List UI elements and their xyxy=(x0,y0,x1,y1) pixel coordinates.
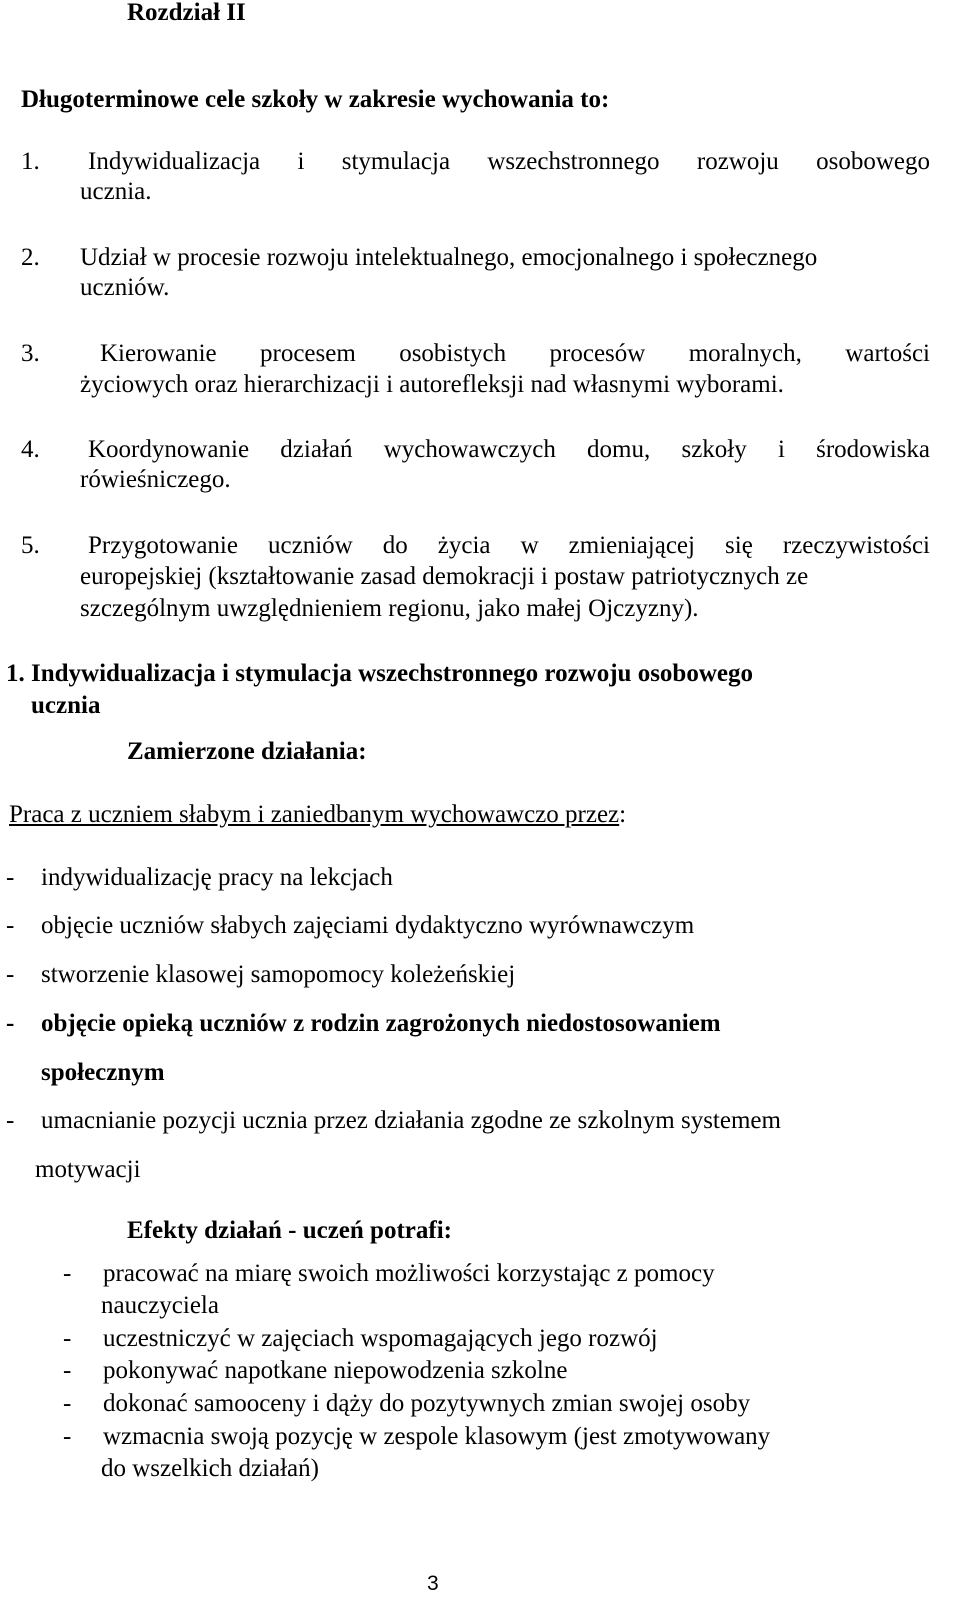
list-dash: - xyxy=(63,1325,72,1352)
goal-text: uczniów. xyxy=(80,274,170,301)
action-item: indywidualizację pracy na lekcjach xyxy=(41,864,393,891)
list-dash: - xyxy=(63,1423,72,1450)
action-item: objęcie uczniów słabych zajęciami dydaktyczno wyrównawczym xyxy=(41,912,695,939)
goal-text: ucznia. xyxy=(80,178,152,205)
action-item: umacnianie pozycji ucznia przez działania zgodne ze szkolnym systemem xyxy=(41,1107,781,1134)
effect-item: nauczyciela xyxy=(101,1292,219,1319)
goal-text: Udział w procesie rozwoju intelektualnego, emocjonalnego i społecznego xyxy=(80,244,818,271)
effect-item: do wszelkich działań) xyxy=(101,1455,319,1482)
list-dash: - xyxy=(6,961,15,988)
work-heading-text: Praca z uczniem słabym i zaniedbanym wychowawczo przez xyxy=(9,801,620,828)
section-heading: ucznia xyxy=(31,692,101,719)
effect-item: uczestniczyć w zajęciach wspomagających jego rozwój xyxy=(103,1325,658,1352)
intro-heading: Długoterminowe cele szkoły w zakresie wychowania to: xyxy=(21,86,610,113)
goal-number: 4. xyxy=(21,436,40,463)
list-dash: - xyxy=(63,1260,72,1287)
effect-item: pracować na miarę swoich możliwości korzystając z pomocy xyxy=(103,1260,715,1287)
list-dash: - xyxy=(63,1357,72,1384)
goal-number: 1. xyxy=(21,148,40,175)
action-item: motywacji xyxy=(35,1156,141,1183)
goal-text: życiowych oraz hierarchizacji i autorefleksji nad własnymi wyborami. xyxy=(80,371,784,398)
chapter-title: Rozdział II xyxy=(127,0,246,26)
work-heading-suffix: : xyxy=(619,801,627,828)
goal-text: szczególnym uwzględnieniem regionu, jako małej Ojczyzny). xyxy=(80,595,699,622)
section-heading: 1. Indywidualizacja i stymulacja wszechstronnego rozwoju osobowego xyxy=(6,660,753,687)
goal-number: 5. xyxy=(21,532,40,559)
goal-number: 3. xyxy=(21,340,40,367)
effect-item: pokonywać napotkane niepowodzenia szkolne xyxy=(103,1357,568,1384)
action-item: objęcie opieką uczniów z rodzin zagrożonych niedostosowaniem xyxy=(41,1010,721,1037)
list-dash: - xyxy=(6,1107,15,1134)
list-dash: - xyxy=(6,864,15,891)
actions-heading: Zamierzone działania: xyxy=(127,738,367,765)
goal-text: Kierowanie procesem osobistych procesów moralnych, wartości xyxy=(100,340,930,367)
effect-item: wzmacnia swoją pozycję w zespole klasowym (jest zmotywowany xyxy=(103,1423,771,1450)
effects-heading: Efekty działań - uczeń potrafi: xyxy=(127,1217,452,1244)
goal-text: europejskiej (kształtowanie zasad demokracji i postaw patriotycznych ze xyxy=(80,563,809,590)
work-heading xyxy=(9,801,626,829)
action-item: stworzenie klasowej samopomocy koleżeńskiej xyxy=(41,961,516,988)
list-dash: - xyxy=(6,1010,15,1037)
list-dash: - xyxy=(6,912,15,939)
list-dash: - xyxy=(63,1390,72,1417)
page-number: 3 xyxy=(427,1572,439,1595)
goal-text: Indywidualizacja i stymulacja wszechstronnego rozwoju osobowego xyxy=(88,148,930,175)
action-item: społecznym xyxy=(41,1059,165,1086)
goal-text: Koordynowanie działań wychowawczych domu, szkoły i środowiska xyxy=(88,436,930,463)
goal-number: 2. xyxy=(21,244,40,271)
goal-text: rówieśniczego. xyxy=(80,466,231,493)
effect-item: dokonać samooceny i dąży do pozytywnych zmian swojej osoby xyxy=(103,1390,751,1417)
goal-text: Przygotowanie uczniów do życia w zmieniającej się rzeczywistości xyxy=(88,532,930,559)
